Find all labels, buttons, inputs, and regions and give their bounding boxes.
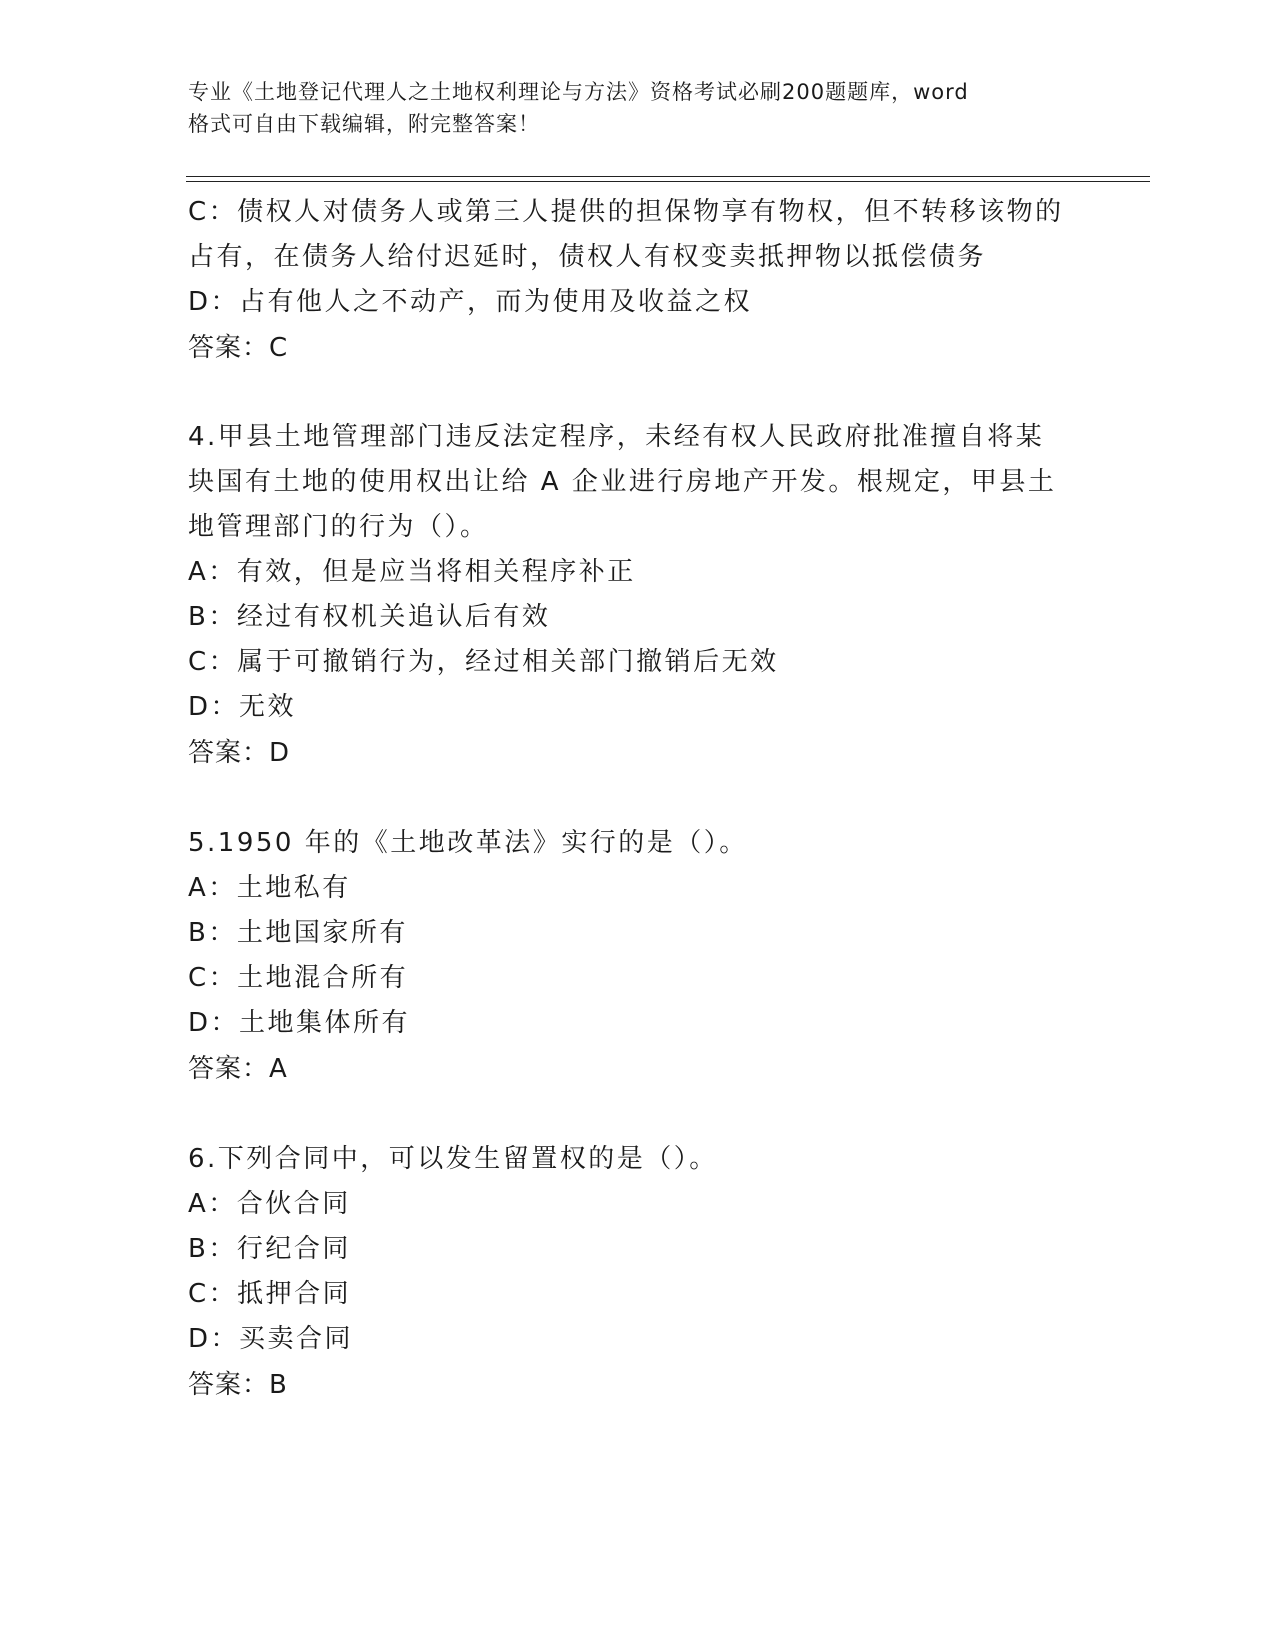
- question-5: [188, 821, 1088, 1092]
- spacer: [188, 371, 1088, 415]
- question-4: [188, 415, 1088, 776]
- document-header: [188, 76, 1068, 140]
- answer: 答案：B: [188, 1370, 288, 1400]
- option-c: C：土地混合所有: [188, 963, 409, 993]
- answer: 答案：D: [188, 738, 291, 768]
- option-d: D：买卖合同: [188, 1324, 354, 1354]
- question-stem: 5.1950 年的《土地改革法》实行的是（）。: [188, 828, 748, 858]
- question-stem-line-1: 4.甲县土地管理部门违反法定程序，未经有权人民政府批准擅自将某: [188, 422, 1045, 452]
- question-stem-line-2: 块国有土地的使用权出让给 A 企业进行房地产开发。根规定，甲县土: [188, 467, 1057, 497]
- question-6: [188, 1137, 1088, 1408]
- option-d: D：土地集体所有: [188, 1008, 411, 1038]
- question-stem-line-3: 地管理部门的行为（）。: [188, 512, 489, 542]
- question-content: [188, 190, 1088, 1408]
- option-a: A：合伙合同: [188, 1189, 351, 1219]
- question-3-continued: [188, 190, 1088, 371]
- option-b: B：土地国家所有: [188, 918, 408, 948]
- header-divider: [186, 176, 1150, 182]
- option-b: B：经过有权机关追认后有效: [188, 602, 551, 632]
- spacer: [188, 1092, 1088, 1137]
- answer: 答案：A: [188, 1054, 288, 1084]
- header-line-1: 专业《土地登记代理人之土地权利理论与方法》资格考试必刷200题题库，word: [188, 80, 969, 104]
- question-stem: 6.下列合同中，可以发生留置权的是（）。: [188, 1144, 718, 1174]
- option-c: C：属于可撤销行为，经过相关部门撤销后无效: [188, 647, 779, 677]
- option-c-line-1: C：债权人对债务人或第三人提供的担保物享有物权，但不转移该物的: [188, 197, 1064, 227]
- option-a: A：土地私有: [188, 873, 351, 903]
- option-c: C：抵押合同: [188, 1279, 352, 1309]
- option-c-line-2: 占有，在债务人给付迟延时，债权人有权变卖抵押物以抵偿债务: [188, 242, 987, 272]
- option-d: D：占有他人之不动产，而为使用及收益之权: [188, 287, 753, 317]
- spacer: [188, 776, 1088, 821]
- option-d: D：无效: [188, 692, 297, 722]
- header-line-2: 格式可自由下载编辑，附完整答案！: [188, 112, 540, 136]
- option-a: A：有效，但是应当将相关程序补正: [188, 557, 636, 587]
- answer: 答案：C: [188, 333, 289, 363]
- option-b: B：行纪合同: [188, 1234, 351, 1264]
